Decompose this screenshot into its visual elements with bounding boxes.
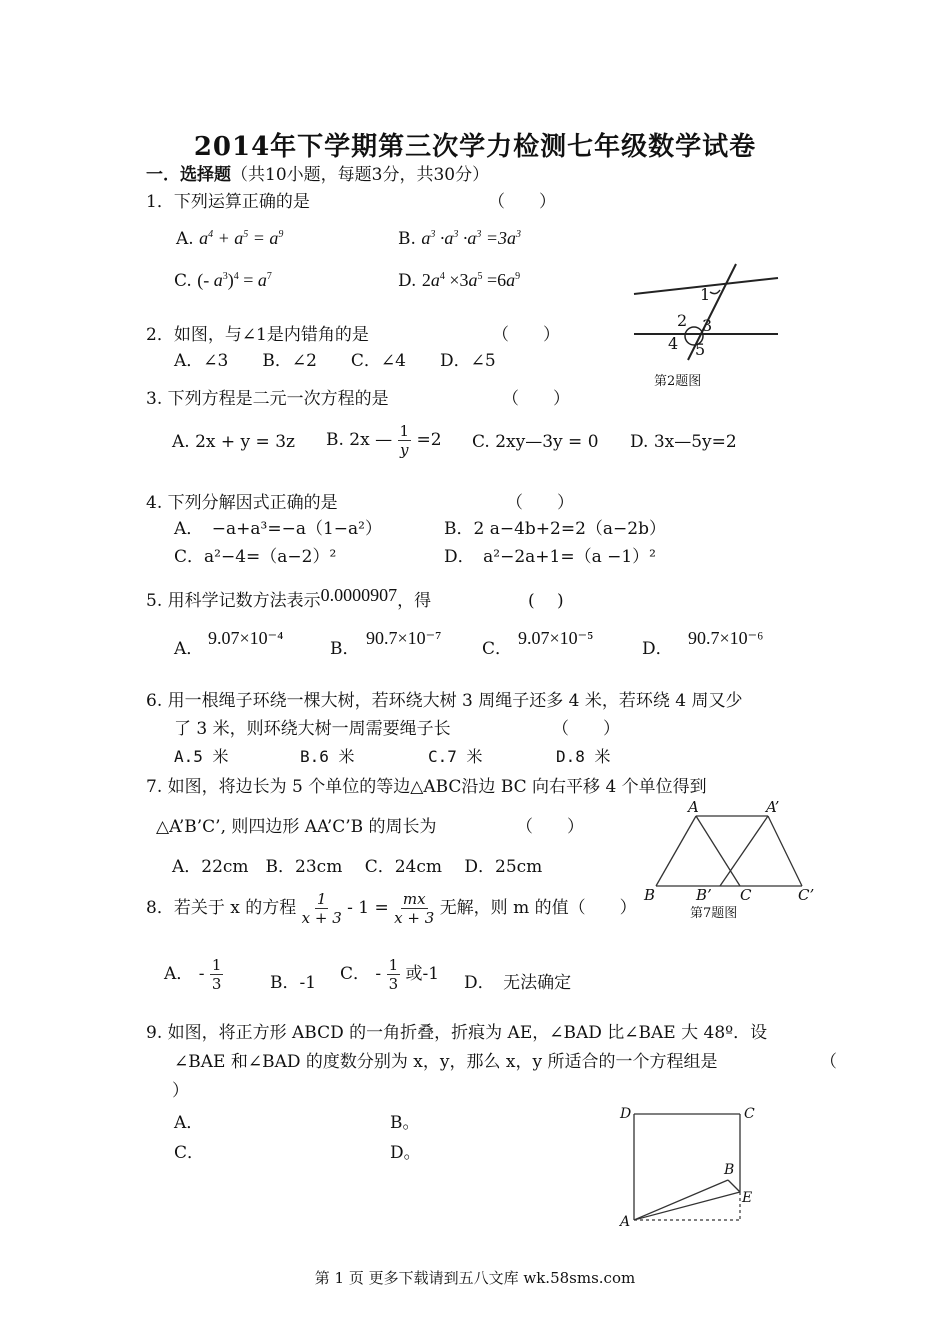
q5-option-c-label: C．: [482, 639, 513, 659]
q2-stem: 2．如图，与∠1是内错角的是: [146, 325, 369, 345]
q9-option-b: B。: [390, 1113, 420, 1133]
q7-fig-label-b: B: [644, 886, 656, 904]
q9-fig-label-b: B: [724, 1162, 735, 1178]
q8-lhs-fraction: [302, 890, 342, 927]
q8-option-a-den: 3: [211, 975, 222, 993]
q2-fig-label-3: 3: [702, 316, 713, 335]
q1-option-a-label: A.: [176, 229, 194, 249]
q8-option-c-sign: -: [375, 964, 382, 984]
q6-option-a: A.5 米: [174, 747, 229, 766]
q8-option-c-num: 1: [388, 956, 399, 974]
q2-paren: （ ）: [492, 325, 560, 345]
q2-fig-label-5: 5: [695, 340, 706, 359]
q5-number: 0.0000907: [320, 585, 398, 605]
section-label: 一．选择题: [146, 165, 231, 185]
q7-fig-label-a: A: [688, 798, 699, 816]
q1-option-d-expr: $2a^4 \times 3a^5 =6a^9$: [421, 270, 521, 290]
q1-option-b-expr: $a^3 \cdot a^3 \cdot a^3 =3a^3$: [421, 228, 521, 248]
q9-paren-close: ）: [172, 1081, 189, 1101]
q3-option-b-num: 1: [399, 422, 410, 440]
q5-option-d-label: D．: [642, 639, 673, 659]
q8-stem-pre: 8．若关于 x 的方程: [146, 898, 297, 918]
q9-option-a: A．: [174, 1113, 204, 1133]
q5-option-b-label: B．: [330, 639, 360, 659]
page-title: 2014年下学期第三次学力检测七年级数学试卷: [193, 132, 757, 162]
q8-option-c-post: 或-1: [405, 964, 440, 984]
q3-option-a: A. 2x + y = 3z: [172, 432, 295, 452]
q9-fig-label-e: E: [742, 1190, 753, 1206]
q1-option-b: [398, 228, 521, 249]
q7-fig-label-a-prime: A’: [766, 798, 780, 816]
q7-fig-label-c-prime: C’: [798, 886, 815, 904]
q9-edge-be: [728, 1180, 740, 1192]
section-heading: [146, 160, 489, 185]
q2-fig-label-2: 2: [677, 311, 688, 330]
q4-option-a: A． −a+a³=−a（1−a²）: [174, 519, 382, 539]
q1-option-a: [176, 228, 283, 249]
q5-option-b: 90.7×10⁻⁷: [366, 628, 442, 648]
q7-fig-label-b-prime: B’: [696, 886, 712, 904]
q5-option-a-label: A．: [174, 639, 204, 659]
q8-option-a: [164, 956, 223, 993]
q5-suffix: ，得: [397, 591, 432, 611]
q5-stem: [146, 586, 431, 611]
q7-edge-a2b2: [720, 816, 768, 886]
q4-paren: （ ）: [506, 493, 574, 513]
q7-paren: （ ）: [516, 817, 584, 837]
q5-option-a: 9.07×10⁻⁴: [208, 628, 284, 648]
q2-figure: [630, 262, 790, 362]
q9-line2: ∠BAE 和∠BAD 的度数分别为 x，y，那么 x，y 所适合的一个方程组是: [174, 1052, 718, 1072]
q8-lhs-num: 1: [316, 890, 327, 908]
q8-lhs-den: x + 3: [301, 909, 342, 927]
q6-line1: 6. 用一根绳子环绕一棵大树，若环绕大树 3 周绳子还多 4 米，若环绕 4 周又少: [146, 691, 743, 711]
q2-fig-label-4: 4: [668, 334, 679, 353]
q7-line2: △A’B’C’, 则四边形 AA’C’B 的周长为: [156, 817, 437, 837]
q1-paren: （ ）: [488, 192, 556, 212]
q2-fig-label-1: 1: [700, 285, 711, 304]
q8-option-c: [340, 956, 439, 993]
q5-option-d: 90.7×10⁻⁶: [688, 628, 764, 648]
q7-line1: 7. 如图，将边长为 5 个单位的等边△ABC沿边 BC 向右平移 4 个单位得到: [146, 777, 707, 797]
q9-edge-ab-folded: [634, 1180, 728, 1220]
q2-options: A．∠3 B．∠2 C．∠4 D．∠5: [174, 351, 496, 371]
q1-option-d-label: D.: [398, 271, 417, 291]
q6-option-b: B.6 米: [300, 747, 355, 766]
q1-option-c: [174, 270, 272, 291]
q8-option-d: D． 无法确定: [464, 973, 572, 993]
q7-edge-a2c2: [768, 816, 802, 886]
q1-stem: 1．下列运算正确的是: [146, 192, 310, 212]
q8-rhs-den: x + 3: [394, 909, 435, 927]
q1-option-b-label: B.: [398, 229, 416, 249]
q7-options: A．22cm B．23cm C．24cm D．25cm: [172, 857, 543, 877]
q6-option-c: C.7 米: [428, 747, 483, 766]
q9-fig-label-c: C: [744, 1106, 755, 1122]
q7-fig-caption: 第7题图: [690, 906, 738, 921]
q3-option-b-fraction: [398, 422, 412, 459]
q3-option-c: C. 2xy—3y = 0: [472, 432, 599, 452]
q1-option-d: [398, 270, 520, 291]
q4-option-d: D． a²−2a+1=（a −1）²: [444, 547, 656, 567]
q5-stem-text: 5. 用科学记数方法表示: [146, 591, 321, 611]
q3-option-b-post: =2: [416, 430, 442, 450]
q8-option-a-label: A．: [164, 964, 194, 984]
q7-figure: [650, 812, 810, 892]
q8-minus-one: - 1 =: [347, 898, 389, 918]
page-footer: 第 1 页 更多下载请到五八文库 wk.58sms.com: [314, 1269, 636, 1287]
q2-fig-caption: 第2题图: [654, 374, 702, 389]
q8-option-c-fraction: [387, 956, 401, 993]
q5-paren: ( ): [528, 591, 564, 611]
q3-option-d: D. 3x—5y=2: [630, 432, 737, 452]
q3-paren: （ ）: [502, 389, 570, 409]
q4-stem: 4. 下列分解因式正确的是: [146, 493, 338, 513]
q9-fig-label-d: D: [620, 1106, 632, 1122]
q7-edge-ac: [696, 816, 740, 886]
q7-fig-label-c: C: [740, 886, 752, 904]
q6-line2: 了 3 米，则环绕大树一周需要绳子长: [174, 719, 451, 739]
q8-option-a-num: 1: [211, 956, 222, 974]
q8-option-a-fraction: [210, 956, 224, 993]
q9-line1: 9. 如图，将正方形 ABCD 的一角折叠，折痕为 AE，∠BAD 比∠BAE 大 48º．设: [146, 1023, 768, 1043]
q8-option-c-label: C．: [340, 964, 371, 984]
q4-option-b: B．2 a−4b+2=2（a−2b）: [444, 519, 666, 539]
q8-option-c-den: 3: [388, 975, 399, 993]
q8-option-b: B．-1: [270, 973, 317, 993]
q9-paren-open: （: [820, 1052, 837, 1072]
q9-option-c: C．: [174, 1143, 205, 1163]
q6-paren: （ ）: [552, 719, 620, 739]
q3-stem: 3. 下列方程是二元一次方程的是: [146, 389, 389, 409]
q2-angle1-arc: [710, 290, 720, 294]
q6-option-d: D.8 米: [556, 747, 611, 766]
q1-option-c-label: C.: [174, 271, 192, 291]
q8-stem-post: 无解，则 m 的值（ ）: [439, 898, 637, 918]
q7-edge-ab: [656, 816, 696, 886]
q5-option-c: 9.07×10⁻⁵: [518, 628, 594, 648]
q1-option-a-expr: $a^4 + a^5 = a^9$: [199, 228, 284, 248]
q8-rhs-num: mx: [402, 890, 426, 908]
q4-option-c: C．a²−4=（a−2）²: [174, 547, 337, 567]
q8-rhs-fraction: [394, 890, 434, 927]
q9-edge-ae: [634, 1192, 740, 1220]
q9-option-d: D。: [390, 1143, 421, 1163]
q9-fig-label-a: A: [620, 1214, 631, 1230]
q3-option-b: [326, 422, 442, 459]
q3-option-b-den: y: [400, 441, 409, 459]
section-note: （共10小题，每题3分，共30分）: [231, 165, 490, 185]
q8-option-a-sign: -: [198, 964, 205, 984]
q8-stem: [146, 890, 637, 927]
q3-option-b-pre: B. 2x —: [326, 430, 393, 450]
q1-option-c-expr: (- $a^3)^4 = a^7$: [197, 270, 272, 290]
